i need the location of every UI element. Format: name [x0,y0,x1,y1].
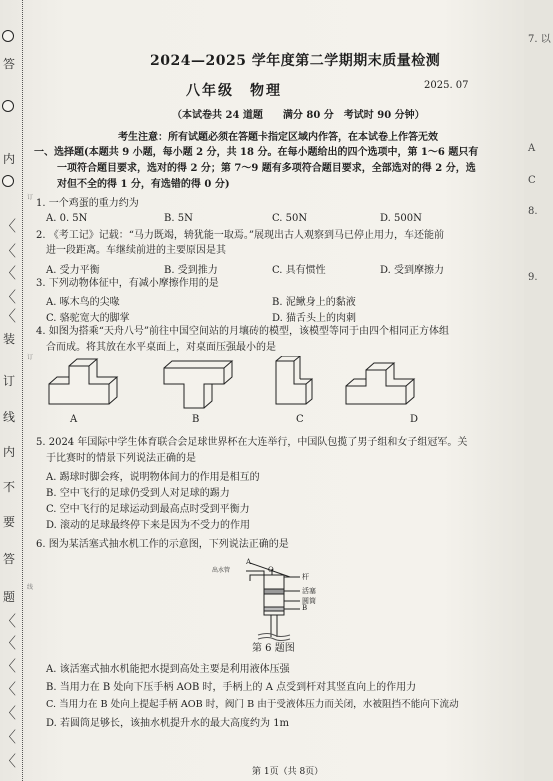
question-4-stem: 4. 如图为搭乘“天舟八号”前往中国空间站的月壤砖的模型，该模型等同于由四个相同正方体组 [36,326,449,337]
chevron-mark-icon: 〈 [1,242,17,260]
figure-6-label-outlet: 出水管 [212,567,231,574]
question-6-stem: 6. 图为某活塞式抽水机工作的示意图，下列说法正确的是 [36,539,289,550]
section-heading: 一、选择题(本题共 9 小题，每小题 2 分，共 18 分。在每小题给出的四个选项中，第 1～6 题只有 [34,147,479,158]
page-footer: 第 1页（共 8页） [252,767,324,777]
chevron-mark-icon: 〈 [1,612,17,630]
block-model-d [346,370,406,404]
punch-hole-icon [2,175,14,187]
question-2-stem: 进一段距离。车继续前进的主要原因是其 [46,245,226,256]
next-page-text: C [528,175,536,186]
next-page-text: 7. 以 [528,34,551,45]
next-page-text: 8. [528,206,538,217]
figure-6-caption: 第 6 题图 [252,643,295,654]
question-3-option-b: B. 泥鳅身上的黏液 [272,297,356,308]
question-3-option-a: A. 啄木鸟的尖喙 [46,297,120,308]
figure-6-label-a: A [246,558,252,566]
question-2-option-d: D. 受到摩擦力 [380,265,445,276]
chevron-mark-icon: 〈 [1,728,17,746]
binding-char: 订 [3,374,16,388]
figure-6-label-cylinder: 圆筒 [302,597,316,605]
question-6-option-c: C. 当用力在 B 处向上提起手柄 AOB 时，阀门 B 由于受液体压力而关闭，水被阻挡不能向下流动 [46,699,459,710]
binding-char: 内 [3,445,16,459]
question-3-stem: 3. 下列动物体征中，有减小摩擦作用的是 [36,278,219,289]
question-2-option-b: B. 受到推力 [164,265,218,276]
question-3-option-d: D. 猫舌头上的肉刺 [272,313,357,324]
binding-char-small: 线 [27,584,34,591]
exam-date: 2025. 07 [424,80,469,91]
figure-label-d: D [410,414,419,425]
binding-char-small: 订 [27,194,34,201]
chevron-mark-icon: 〈 [1,657,17,675]
question-1-option-b: B. 5N [164,213,193,224]
chevron-mark-icon: 〈 [1,752,17,770]
binding-char: 线 [3,410,16,424]
chevron-mark-icon: 〈 [1,264,17,282]
next-page-edge [524,0,553,781]
question-1-option-d: D. 500N [380,213,422,224]
question-6-option-d: D. 若圆筒足够长，该抽水机提升水的最大高度约为 1m [46,718,290,729]
question-6-figure [228,555,338,641]
figure-6-label-valve-b: B [302,604,308,612]
question-2-stem: 2. 《考工记》记载：“马力既竭，辀犹能一取焉。”展现出古人观察到马已停止用力，车还能前 [36,230,444,241]
figure-6-label-rod: 杆 [302,573,309,581]
question-5-option-c: C. 空中飞行的足球运动到最高点时受到平衡力 [46,504,250,515]
question-3-option-c: C. 骆驼宽大的脚掌 [46,313,130,324]
question-5-stem: 5. 2024 年国际中学生体育联合会足球世界杯在大连举行，中国队包揽了男子组和女子组冠军。关 [36,437,468,448]
punch-hole-icon [2,100,14,112]
figure-label-a: A [70,414,78,425]
question-1-option-c: C. 50N [272,213,308,224]
exam-title: 2024—2025 学年度第二学期期末质量检测 [150,53,441,69]
exam-notice: 考生注意：所有试题必须在答题卡指定区域内作答，在本试卷上作答无效 [118,132,438,143]
binding-char: 不 [3,480,16,494]
question-5-stem: 于比赛时的情景下列说法正确的是 [46,453,196,464]
figure-6-label-o: O [268,566,274,574]
question-6-option-a: A. 该活塞式抽水机能把水提到高处主要是利用液体压强 [46,664,290,675]
binding-char: 装 [3,332,16,346]
block-model-a [49,366,109,404]
next-page-text: 9. [528,272,538,283]
binding-margin [0,0,20,781]
binding-char: 内 [3,152,16,166]
figure-label-b: B [192,414,200,425]
question-5-option-d: D. 滚动的足球最终停下来是因为不受力的作用 [46,520,251,531]
question-4-figure [44,356,474,418]
exam-subject: 八年级 物理 [186,83,282,99]
chevron-mark-icon: 〈 [1,704,17,722]
chevron-mark-icon: 〈 [1,217,17,235]
question-5-option-b: B. 空中飞行的足球仍受到人对足球的踢力 [46,488,230,499]
question-2-option-c: C. 具有惯性 [272,265,326,276]
chevron-mark-icon: 〈 [1,307,17,325]
chevron-mark-icon: 〈 [1,634,17,652]
block-model-b [164,368,224,408]
binding-char: 答 [3,552,16,566]
block-model-c [276,361,306,404]
next-page-text: A [528,143,536,154]
binding-char: 题 [3,590,16,604]
cut-line [22,0,23,781]
binding-char-small: 订 [27,354,34,361]
question-1-option-a: A. 0. 5N [46,213,88,224]
exam-info: （本试卷共 24 道题 满分 80 分 考试时 90 分钟） [172,110,425,121]
question-4-stem: 合而成。将其放在水平桌面上，对桌面压强最小的是 [46,342,276,353]
question-6-option-b: B. 当用力在 B 处向下压手柄 AOB 时，手柄上的 A 点受到杆对其竖直向上的作用力 [46,682,417,693]
section-heading: 对但不全的得 1 分，有选错的得 0 分) [57,179,230,190]
figure-label-c: C [296,414,304,425]
section-heading: 一项符合题目要求，选对的得 2 分；第 7～9 题有多项符合题目要求，全部选对的得 2 分，选 [57,163,476,174]
chevron-mark-icon: 〈 [1,680,17,698]
binding-char: 要 [3,515,16,529]
binding-char: 答 [3,57,16,71]
figure-6-label-piston: 活塞 [302,587,316,595]
question-2-option-a: A. 受力平衡 [46,265,100,276]
question-5-option-a: A. 踢球时脚会疼，说明物体间力的作用是相互的 [46,472,260,483]
chevron-mark-icon: 〈 [1,288,17,306]
punch-hole-icon [2,30,14,42]
question-1-stem: 1. 一个鸡蛋的重力约为 [36,198,139,209]
